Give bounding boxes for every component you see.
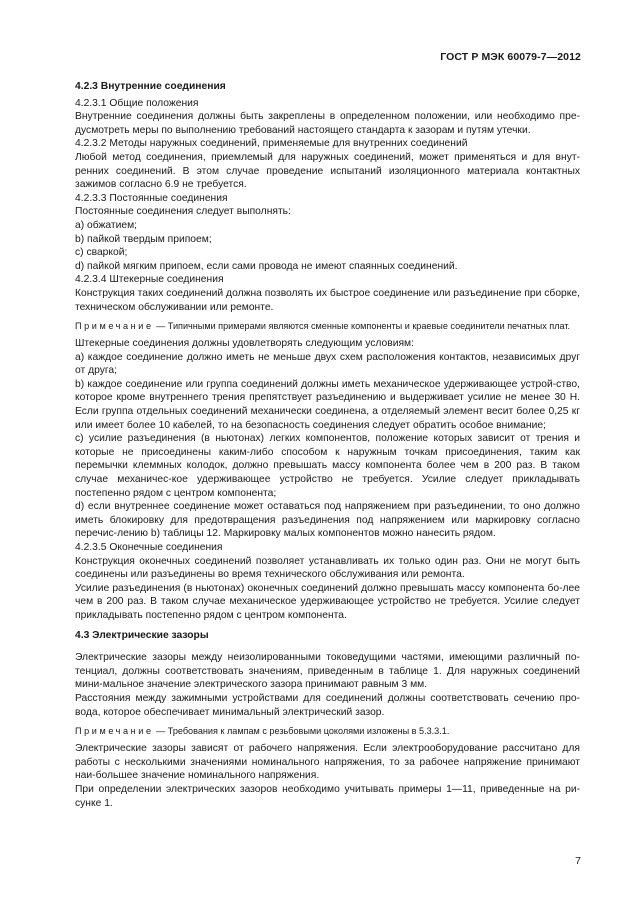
- note-text: — Требования к лампам с резьбовыми цоколями изложены в 5.3.3.1.: [156, 726, 450, 737]
- subsection-4-2-3-5: 4.2.3.5 Оконечные соединения: [75, 542, 223, 553]
- note-label: Примечание: [75, 726, 154, 737]
- subsection-4-2-3-3: 4.2.3.3 Постоянные соединения: [75, 192, 228, 204]
- document-body: [75, 80, 580, 810]
- page-number: 7: [575, 855, 581, 867]
- paragraph: Внутренние соединения должны быть закреплены в определенном положении, или необходимо пре-дусмотреть меры по выполнению требований настоящего стандарта к зазорам и путям утечки.: [75, 111, 580, 136]
- paragraph: Постоянные соединения следует выполнять:: [75, 206, 291, 218]
- list-item: d) если внутреннее соединение может оставаться под напряжением при разъединении, то оно должно иметь блокировку для предотвращения разъединения под напряжением или маркировку согласно перечис-лению b) таблицы 12. Маркировку малых компонентов можно нанесить рядом.: [75, 501, 580, 540]
- list-item: с) усилие разъединения (в ньютонах) легких компонентов, положение которых зависит от трения и которые не присоединены каким-либо способом к наружным точкам присоединения, таким как перемычки клеммных колодок, должно превышать массу компонента более чем в 200 раз. В таком случае механичес-кое удерживающее устройство не требуется. Усилие следует прикладывать постепенно рядом с центром компонента;: [75, 433, 580, 499]
- list-item: b) каждое соединение или группа соединений должны иметь механическое удерживающее устрой-ство, которое кроме внутреннего трения препятствует разъединению и выдерживает усилие не менее 30 Н. Если группа отдельных соединений механически соединена, а отделяемый элемент весит более 0,25 кг или имеет более 10 кабелей, то на безопасность соединения следует обратить особое внимание;: [75, 378, 580, 431]
- subsection-4-2-3-4: 4.2.3.4 Штекерные соединения: [75, 274, 224, 286]
- section-heading-4-3: 4.3 Электрические зазоры: [75, 629, 209, 641]
- note-1: [75, 320, 580, 333]
- subsection-4-2-3-2: 4.2.3.2 Методы наружных соединений, применяемые для внутренних соединений: [75, 138, 468, 150]
- document-header: ГОСТ Р МЭК 60079-7—2012: [440, 51, 581, 63]
- paragraph: Электрические зазоры зависят от рабочего напряжения. Если электрооборудование рассчитано для работы с несколькими значениями номинального напряжения, то за рабочее напряжение принимают наи-большее значение номинального напряжения.: [75, 743, 580, 782]
- note-label: Примечание: [75, 321, 154, 332]
- list-item: b) пайкой твердым припоем;: [75, 233, 212, 245]
- section-heading-4-2-3: 4.2.3 Внутренние соединения: [75, 81, 226, 92]
- paragraph: Усилие разъединения (в ньютонах) оконечных соединений должно превышать массу компонента бо-лее чем в 200 раз. В таком случае механическое удерживающее устройство не требуется. Усилие следует прикладывать постепенно рядом с центром компонента.: [75, 582, 580, 621]
- paragraph: Электрические зазоры между неизолированными токоведущими частями, имеющими различный по-тенциал, должны соответствовать значениям, приведенным в таблице 1. Для наружных соединений мини-мальное значение электрического зазора принимают равным 3 мм.: [75, 652, 580, 691]
- list-item: d) пайкой мягким припоем, если сами провода не имеют спаянных соединений.: [75, 260, 458, 272]
- list-item: а) каждое соединение должно иметь не меньше двух схем расположения контактов, независимых друг от друга;: [75, 351, 580, 377]
- list-item: с) сваркой;: [75, 247, 128, 259]
- paragraph: Расстояния между зажимными устройствами для соединений должны соответствовать сечению про-вода, которое обеспечивает минимальный электрический зазор.: [75, 692, 580, 718]
- subsection-4-2-3-1: 4.2.3.1 Общие положения: [75, 97, 199, 109]
- paragraph: При определении электрических зазоров необходимо учитывать примеры 1—11, приведенные на ри-сунке 1.: [75, 783, 580, 809]
- paragraph: Любой метод соединения, приемлемый для наружных соединений, может применяться и для внут-ренних соединений. В этом случае проведение испытаний изоляционного материала контактных зажимов согласно 6.9 не требуется.: [75, 151, 580, 191]
- paragraph: Конструкция таких соединений должна позволять их быстрое соединение или разъединение при сборке, техническом обслуживании или ремонте.: [75, 287, 580, 313]
- paragraph: Штекерные соединения должны удовлетворять следующим условиям:: [75, 338, 414, 350]
- note-2: [75, 725, 580, 738]
- paragraph: Конструкция оконечных соединений позволяет устанавливать их только один раз. Они не могут быть соединены или разъединены во время технического обслуживания или ремонта.: [75, 555, 580, 581]
- note-text: — Типичными примерами являются сменные компоненты и краевые соединители печатных плат.: [156, 321, 571, 332]
- list-item: а) обжатием;: [75, 219, 138, 231]
